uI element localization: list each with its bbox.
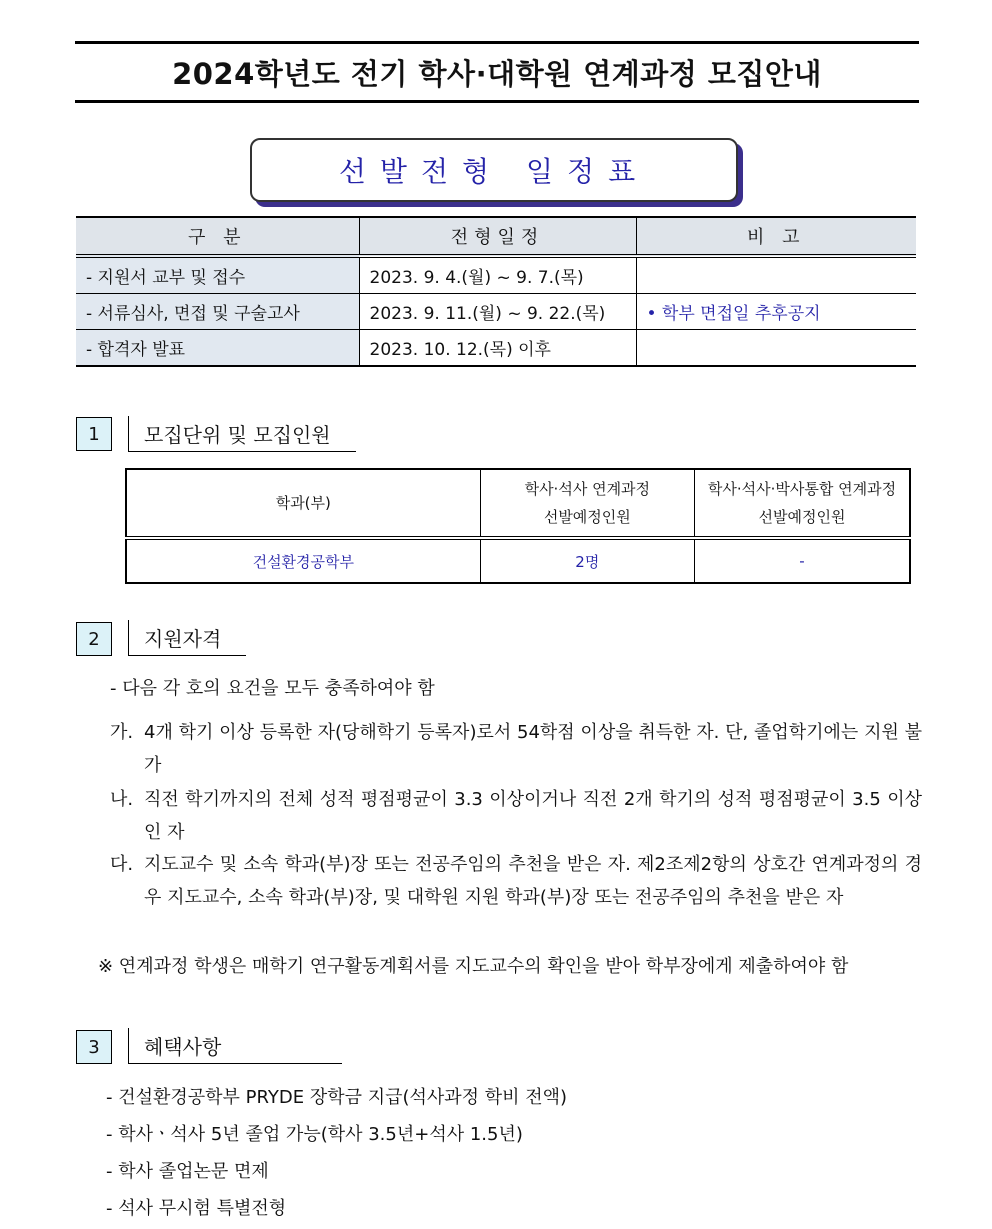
section-1-title: 모집단위 및 모집인원 [128,416,356,452]
schedule-col-category: 구 분 [76,217,359,256]
benefit-item: - 학사ㆍ석사 5년 졸업 가능(학사 3.5년+석사 1.5년) [106,1124,523,1145]
list-item [110,848,922,914]
list-item-text: 직전 학기까지의 전체 성적 평점평균이 3.3 이상이거나 직전 2개 학기의 성적 평점평균이 3.5 이상인 자 [144,789,922,843]
page-title-block [75,41,919,103]
table-row [126,538,910,583]
list-item-label: 다. [110,854,134,875]
schedule-item: - 합격자 발표 [76,330,359,367]
section-2-title: 지원자격 [128,620,246,656]
list-item-text: 4개 학기 이상 등록한 자(당해학기 등록자)로서 54학점 이상을 취득한 자. 단, 졸업학기에는 지원 불가 [144,722,922,776]
schedule-title-box [250,138,738,202]
recruitment-dept: 건설환경공학부 [126,538,480,583]
schedule-note: • 학부 면접일 추후공지 [636,294,916,330]
list-item [110,716,922,782]
section-1-number: 1 [76,417,112,451]
schedule-date: 2023. 9. 11.(월) ~ 9. 22.(목) [359,294,636,330]
schedule-item: - 지원서 교부 및 접수 [76,256,359,294]
section-3-title: 혜택사항 [128,1028,342,1064]
page-title: 2024학년도 전기 학사·대학원 연계과정 모집안내 [172,56,822,91]
schedule-header-row [76,217,916,256]
benefit-item: - 학사 졸업논문 면제 [106,1161,269,1182]
recruitment-table [125,468,911,584]
benefit-item: - 석사 무시험 특별전형 [106,1198,287,1219]
table-row [76,294,916,330]
recruitment-ms-count: 2명 [480,538,694,583]
schedule-note [636,330,916,367]
eligibility-intro: - 다음 각 호의 요건을 모두 충족하여야 함 [110,678,435,699]
schedule-col-date: 전형일정 [359,217,636,256]
recruitment-col-msphd-line1: 학사·석사·박사통합 연계과정 [707,480,897,498]
schedule-date: 2023. 10. 12.(목) 이후 [359,330,636,367]
schedule-table [76,216,916,367]
schedule-col-note: 비 고 [636,217,916,256]
list-item-label: 가. [110,722,134,743]
schedule-title: 선발전형 일정표 [338,155,650,188]
recruitment-header-row [126,469,910,538]
schedule-note [636,256,916,294]
benefit-item: - 건설환경공학부 PRYDE 장학금 지급(석사과정 학비 전액) [106,1087,568,1108]
recruitment-col-dept: 학과(부) [126,469,480,538]
schedule-date: 2023. 9. 4.(월) ~ 9. 7.(목) [359,256,636,294]
recruitment-msphd-count: - [695,538,910,583]
schedule-item: - 서류심사, 면접 및 구술고사 [76,294,359,330]
section-2-number: 2 [76,622,112,656]
list-item [110,783,922,849]
table-row [76,256,916,294]
list-item-text: 지도교수 및 소속 학과(부)장 또는 전공주임의 추천을 받은 자. 제2조제2항의 상호간 연계과정의 경우 지도교수, 소속 학과(부)장, 및 대학원 지원 학과(부)장 또는 전공주임의 추천을 받은 자 [144,854,922,908]
list-item-label: 나. [110,789,134,810]
recruitment-col-ms-line1: 학사·석사 연계과정 [524,480,651,498]
recruitment-col-msphd-line2: 선발예정인원 [758,508,846,526]
section-3-number: 3 [76,1030,112,1064]
recruitment-col-ms [480,469,694,538]
eligibility-note: ※ 연계과정 학생은 매학기 연구활동계획서를 지도교수의 확인을 받아 학부장에게 제출하여야 함 [98,956,849,977]
recruitment-col-msphd [695,469,910,538]
recruitment-col-ms-line2: 선발예정인원 [543,508,631,526]
table-row [76,330,916,367]
